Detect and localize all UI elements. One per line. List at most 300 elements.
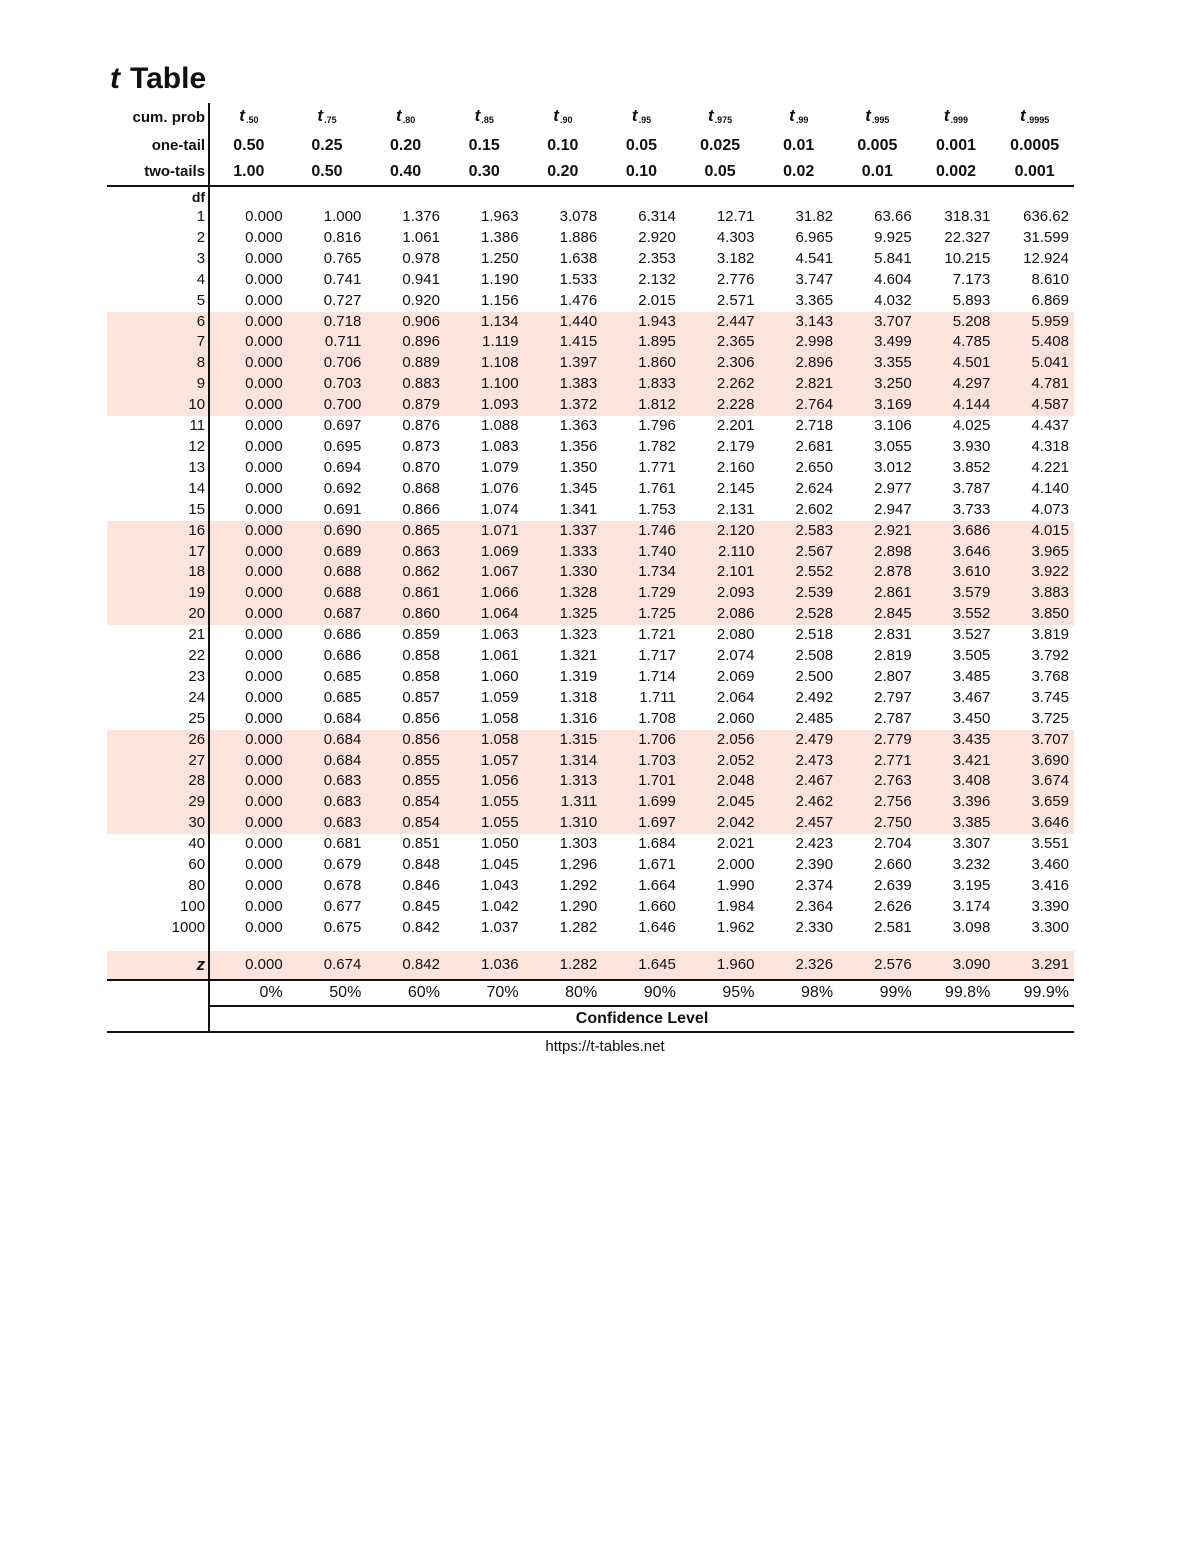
table-cell: 1.076 [481, 479, 519, 497]
table-cell: 2.086 [681, 604, 760, 625]
table-cell: 0.711 [288, 332, 367, 353]
cum-prob-header [917, 103, 996, 133]
table-cell: 0.000 [245, 500, 283, 518]
table-cell: 1.056 [445, 771, 524, 792]
table-row [107, 312, 1074, 333]
table-cell: 4.781 [995, 374, 1074, 395]
table-cell: 4.303 [716, 228, 755, 246]
confidence-value: 80% [524, 980, 603, 1006]
table-cell: 63.66 [874, 208, 912, 225]
table-cell: 0.896 [366, 332, 445, 353]
table-cell: 4.541 [795, 249, 834, 267]
table-cell: 2.583 [759, 521, 838, 542]
confidence-value: 60% [366, 980, 445, 1006]
table-cell: 3.579 [917, 583, 996, 604]
table-cell: 2.423 [795, 835, 834, 853]
table-cell: 0.889 [366, 353, 445, 374]
table-cell: 0.000 [209, 771, 288, 792]
table-cell: 1.058 [445, 730, 524, 751]
table-cell: 1.746 [602, 521, 681, 542]
df-value: 18 [107, 562, 209, 583]
table-cell: 5.841 [874, 249, 912, 267]
cum-prob-subscript: .85 [481, 115, 494, 125]
title-t-symbol: t [110, 62, 120, 95]
df-value: 13 [107, 458, 209, 479]
cum-prob-header [366, 103, 445, 133]
table-cell: 0.683 [288, 771, 367, 792]
table-cell: 1.415 [524, 332, 603, 353]
df-value: 28 [107, 771, 209, 792]
table-cell: 1.703 [602, 751, 681, 772]
table-cell: 1.083 [481, 437, 519, 455]
table-cell: 2.365 [681, 332, 760, 353]
table-cell: 1.190 [481, 270, 519, 288]
table-cell: 0.000 [245, 918, 283, 936]
table-cell: 1.476 [559, 291, 598, 309]
table-cell: 0.856 [366, 730, 445, 751]
t-symbol: t [708, 106, 714, 125]
table-cell: 0.855 [366, 751, 445, 772]
t-symbol: t [474, 106, 481, 125]
table-cell: 1.383 [524, 374, 603, 395]
table-cell: 1.321 [559, 647, 598, 665]
table-cell: 1.337 [524, 521, 603, 542]
confidence-row [107, 980, 1074, 1006]
cum-prob-subscript: .9995 [1026, 115, 1050, 125]
table-cell: 1.310 [524, 813, 603, 834]
table-row [107, 291, 1074, 312]
table-cell: 4.437 [1031, 417, 1069, 435]
table-cell: 2.132 [638, 270, 676, 288]
table-cell: 0.000 [245, 228, 283, 246]
table-cell: 8.610 [1031, 270, 1069, 288]
table-cell: 2.807 [874, 667, 912, 685]
one-tail-value: 0.15 [468, 137, 500, 154]
table-cell: 0.677 [323, 897, 362, 915]
table-cell: 1.119 [445, 332, 524, 353]
table-cell: 0.857 [402, 688, 440, 706]
df-value: 27 [107, 751, 209, 772]
table-cell: 0.000 [209, 312, 288, 333]
table-row [107, 730, 1074, 751]
table-cell: 0.765 [323, 249, 362, 267]
table-cell: 4.144 [917, 395, 996, 416]
table-cell: 2.977 [874, 479, 912, 497]
table-cell: 2.718 [795, 417, 834, 435]
table-cell: 1.311 [524, 792, 603, 813]
table-cell: 0.687 [288, 604, 367, 625]
table-cell: 0.000 [209, 562, 288, 583]
table-cell: 1.061 [481, 647, 519, 665]
cum-prob-header [445, 103, 524, 133]
table-cell: 1.045 [481, 856, 519, 874]
table-cell: 3.250 [838, 374, 917, 395]
table-row [107, 479, 1074, 500]
table-cell: 5.893 [952, 291, 991, 309]
table-cell: 1.860 [602, 353, 681, 374]
table-cell: 2.201 [716, 417, 755, 435]
table-cell: 1.345 [559, 479, 598, 497]
table-cell: 4.297 [917, 374, 996, 395]
table-cell: 10.215 [944, 249, 991, 267]
table-cell: 4.785 [917, 332, 996, 353]
table-cell: 2.500 [795, 667, 834, 685]
table-cell: 0.000 [245, 458, 283, 476]
table-cell: 3.707 [995, 730, 1074, 751]
table-cell: 4.221 [1031, 458, 1069, 476]
two-tails-value: 0.002 [917, 159, 996, 186]
table-cell: 0.000 [245, 417, 283, 435]
table-cell: 0.846 [402, 877, 440, 894]
df-value: 6 [107, 312, 209, 333]
table-cell: 0.000 [209, 374, 288, 395]
table-cell: 4.604 [874, 270, 912, 288]
df-value: 1 [107, 207, 209, 228]
table-cell: 1.059 [481, 688, 519, 706]
table-cell: 4.073 [1031, 500, 1069, 518]
one-tail-value: 0.005 [857, 137, 898, 154]
table-cell: 2.539 [759, 583, 838, 604]
table-cell: 2.145 [716, 479, 755, 497]
table-cell: 1.706 [602, 730, 681, 751]
t-symbol: t [631, 106, 638, 125]
confidence-value: 99.8% [917, 980, 996, 1006]
table-cell: 1.812 [602, 395, 681, 416]
table-row [107, 437, 1074, 458]
table-cell: 0.690 [288, 521, 367, 542]
table-cell: 0.854 [366, 792, 445, 813]
table-cell: 1.350 [559, 458, 598, 476]
table-cell: 3.307 [952, 835, 991, 853]
table-cell: 1.990 [716, 877, 755, 894]
table-cell: 2.947 [874, 500, 912, 518]
table-cell: 3.852 [952, 458, 991, 476]
table-cell: 0.851 [402, 835, 440, 853]
cum-prob-subscript: .80 [402, 115, 416, 125]
table-cell: 5.959 [995, 312, 1074, 333]
table-cell: 0.854 [366, 813, 445, 834]
table-cell: 2.528 [759, 604, 838, 625]
title-text: Table [130, 62, 207, 95]
table-cell: 0.000 [209, 792, 288, 813]
table-cell: 0.906 [366, 312, 445, 333]
table-cell: 2.045 [681, 792, 760, 813]
table-row [107, 374, 1074, 395]
z-cell: 1.282 [524, 951, 603, 980]
spacer-cell [209, 939, 1074, 951]
table-cell: 1.074 [481, 500, 519, 518]
table-cell: 2.896 [759, 353, 838, 374]
table-cell: 6.869 [1031, 291, 1069, 309]
df-label: df [107, 186, 209, 207]
df-value: 25 [107, 709, 209, 730]
z-cell: 1.036 [445, 951, 524, 980]
table-cell: 0.741 [323, 270, 362, 288]
df-value: 23 [107, 667, 209, 688]
df-value: 30 [107, 813, 209, 834]
df-value: 11 [107, 416, 209, 437]
table-cell: 1.058 [481, 709, 519, 727]
table-row [107, 521, 1074, 542]
one-tail-value: 0.001 [935, 137, 976, 154]
table-cell: 5.041 [995, 353, 1074, 374]
table-cell: 1.325 [524, 604, 603, 625]
table-cell: 0.706 [288, 353, 367, 374]
table-cell: 1.060 [481, 667, 519, 685]
table-cell: 2.921 [838, 521, 917, 542]
table-cell: 1.796 [638, 417, 676, 435]
table-row [107, 876, 1074, 897]
table-cell: 2.639 [874, 877, 912, 894]
table-row [107, 228, 1074, 249]
table-cell: 0.856 [402, 709, 440, 727]
table-row [107, 918, 1074, 939]
cum-prob-subscript: .999 [950, 115, 969, 125]
table-cell: 3.733 [952, 500, 991, 518]
two-tails-value: 0.50 [288, 159, 367, 186]
table-cell: 3.659 [995, 792, 1074, 813]
table-cell: 2.228 [681, 395, 760, 416]
df-value: 4 [107, 270, 209, 291]
table-cell: 0.688 [288, 583, 367, 604]
table-cell: 0.000 [209, 813, 288, 834]
table-cell: 0.860 [366, 604, 445, 625]
table-cell: 31.599 [1023, 228, 1069, 246]
table-cell: 1.330 [524, 562, 603, 583]
confidence-label-row [107, 1006, 1074, 1032]
cum-prob-header [524, 103, 603, 133]
df-value: 60 [107, 855, 209, 876]
table-cell: 1.318 [559, 688, 598, 706]
table-cell: 0.000 [245, 208, 283, 225]
table-cell: 2.467 [759, 771, 838, 792]
table-cell: 2.764 [759, 395, 838, 416]
table-cell: 2.797 [874, 688, 912, 706]
table-cell: 0.862 [366, 562, 445, 583]
table-cell: 0.683 [288, 813, 367, 834]
table-cell: 1.043 [481, 877, 519, 894]
table-cell: 2.998 [759, 332, 838, 353]
table-cell: 2.479 [759, 730, 838, 751]
df-value: 9 [107, 374, 209, 395]
table-cell: 1.055 [445, 813, 524, 834]
one-tail-value: 0.50 [233, 137, 265, 154]
table-row [107, 897, 1074, 918]
table-cell: 1.050 [481, 835, 519, 853]
table-cell: 0.873 [402, 437, 440, 455]
table-row [107, 646, 1074, 667]
table-cell: 1.356 [559, 437, 598, 455]
table-cell: 1.134 [445, 312, 524, 333]
table-cell: 2.120 [681, 521, 760, 542]
df-value: 16 [107, 521, 209, 542]
table-row [107, 416, 1074, 437]
table-row [107, 792, 1074, 813]
table-cell: 0.685 [323, 667, 362, 685]
t-symbol: t [317, 106, 324, 125]
table-cell: 1.328 [524, 583, 603, 604]
table-cell: 0.000 [209, 332, 288, 353]
table-cell: 0.000 [245, 626, 283, 644]
table-cell: 0.718 [288, 312, 367, 333]
spacer-label [107, 939, 209, 951]
table-cell: 3.232 [952, 856, 991, 874]
table-cell: 2.179 [716, 437, 755, 455]
df-value: 3 [107, 249, 209, 270]
table-cell: 1.699 [602, 792, 681, 813]
table-cell: 0.000 [209, 730, 288, 751]
table-cell: 3.552 [917, 604, 996, 625]
table-cell: 2.069 [716, 667, 755, 685]
table-cell: 1.440 [524, 312, 603, 333]
table-cell: 2.660 [874, 856, 912, 874]
cum-prob-subscript: .995 [871, 115, 890, 125]
table-cell: 0.858 [402, 647, 440, 665]
table-cell: 1.316 [559, 709, 598, 727]
table-cell: 2.064 [716, 688, 755, 706]
table-cell: 0.855 [366, 771, 445, 792]
table-cell: 0.863 [366, 542, 445, 563]
table-cell: 5.208 [917, 312, 996, 333]
table-cell: 3.646 [995, 813, 1074, 834]
table-cell: 2.878 [838, 562, 917, 583]
df-value: 12 [107, 437, 209, 458]
t-symbol: t [865, 106, 871, 125]
table-cell: 1.782 [638, 437, 676, 455]
table-row [107, 542, 1074, 563]
two-tails-value: 0.30 [445, 159, 524, 186]
table-cell: 3.686 [917, 521, 996, 542]
table-cell: 1.313 [524, 771, 603, 792]
one-tail-value: 0.025 [700, 137, 741, 154]
header-row-two-tails [107, 159, 1074, 186]
table-cell: 1.064 [445, 604, 524, 625]
table-cell: 4.318 [1031, 437, 1069, 455]
table-cell: 1.708 [638, 709, 676, 727]
confidence-row-label [107, 980, 209, 1006]
two-tails-value: 0.05 [681, 159, 760, 186]
table-cell: 0.876 [402, 417, 440, 435]
table-cell: 1.071 [445, 521, 524, 542]
table-cell: 3.485 [952, 667, 991, 685]
df-header-row [107, 186, 1074, 207]
two-tails-value: 0.001 [995, 159, 1074, 186]
table-cell: 0.842 [402, 918, 440, 936]
one-tail-value: 0.05 [625, 137, 658, 154]
table-row [107, 625, 1074, 646]
table-cell: 2.776 [716, 270, 755, 288]
table-cell: 0.000 [245, 897, 283, 915]
one-tail-value: 0.20 [390, 137, 422, 154]
table-cell: 1.037 [481, 918, 519, 936]
table-cell: 0.000 [245, 249, 283, 267]
table-cell: 0.865 [366, 521, 445, 542]
table-cell: 3.930 [952, 437, 991, 455]
table-cell: 2.750 [838, 813, 917, 834]
one-tail-value: 0.01 [783, 137, 815, 154]
table-cell: 0.000 [209, 542, 288, 563]
table-cell: 0.694 [323, 458, 362, 476]
table-cell: 0.883 [366, 374, 445, 395]
table-cell: 0.675 [323, 918, 362, 936]
table-cell: 3.467 [952, 688, 991, 706]
table-row [107, 604, 1074, 625]
table-cell: 3.883 [995, 583, 1074, 604]
confidence-value: 0% [209, 980, 288, 1006]
table-cell: 1.962 [716, 918, 755, 936]
table-row [107, 353, 1074, 374]
table-cell: 2.898 [838, 542, 917, 563]
table-cell: 3.610 [917, 562, 996, 583]
table-cell: 1.638 [559, 249, 598, 267]
table-cell: 1.660 [638, 897, 676, 915]
z-label: z [107, 951, 209, 980]
table-cell: 2.492 [795, 688, 834, 706]
table-cell: 0.859 [402, 626, 440, 644]
table-cell: 2.473 [759, 751, 838, 772]
table-cell: 1.711 [639, 688, 676, 706]
table-cell: 1.315 [524, 730, 603, 751]
table-cell: 1.282 [559, 918, 598, 936]
table-cell: 1.664 [638, 877, 676, 894]
table-cell: 1.057 [445, 751, 524, 772]
one-tail-label: one-tail [107, 133, 209, 159]
table-cell: 4.501 [917, 353, 996, 374]
table-cell: 0.691 [323, 500, 362, 518]
table-row [107, 667, 1074, 688]
table-cell: 2.042 [681, 813, 760, 834]
table-cell: 0.941 [402, 270, 440, 288]
z-cell: 3.090 [917, 951, 996, 980]
z-cell: 0.842 [366, 951, 445, 980]
confidence-label-spacer [107, 1006, 209, 1032]
table-cell: 3.792 [1031, 647, 1069, 665]
table-cell: 3.300 [1031, 918, 1069, 936]
one-tail-value: 0.25 [311, 137, 343, 154]
table-cell: 0.000 [209, 604, 288, 625]
table-cell: 1.100 [445, 374, 524, 395]
table-cell: 4.587 [995, 395, 1074, 416]
cum-prob-header [288, 103, 367, 133]
table-row [107, 855, 1074, 876]
table-cell: 1.721 [638, 626, 676, 644]
table-cell: 2.518 [795, 626, 834, 644]
table-cell: 1.943 [602, 312, 681, 333]
table-cell: 3.725 [1031, 709, 1069, 727]
z-cell: 0.000 [209, 951, 288, 980]
table-cell: 0.683 [288, 792, 367, 813]
table-cell: 318.31 [944, 208, 991, 225]
cum-prob-subscript: .90 [559, 115, 573, 125]
t-symbol: t [943, 106, 950, 125]
table-cell: 0.816 [323, 228, 362, 246]
df-value: 21 [107, 625, 209, 646]
table-cell: 3.922 [995, 562, 1074, 583]
table-cell: 0.000 [209, 583, 288, 604]
table-cell: 0.681 [323, 835, 362, 853]
table-cell: 3.421 [917, 751, 996, 772]
table-cell: 3.385 [917, 813, 996, 834]
table-cell: 0.000 [245, 709, 283, 727]
table-row [107, 813, 1074, 834]
table-cell: 2.110 [681, 542, 760, 563]
confidence-value: 99.9% [995, 980, 1074, 1006]
two-tails-value: 0.10 [602, 159, 681, 186]
table-cell: 3.355 [838, 353, 917, 374]
table-cell: 0.000 [245, 479, 283, 497]
table-cell: 1.753 [638, 500, 676, 518]
table-cell: 1.061 [402, 228, 440, 246]
